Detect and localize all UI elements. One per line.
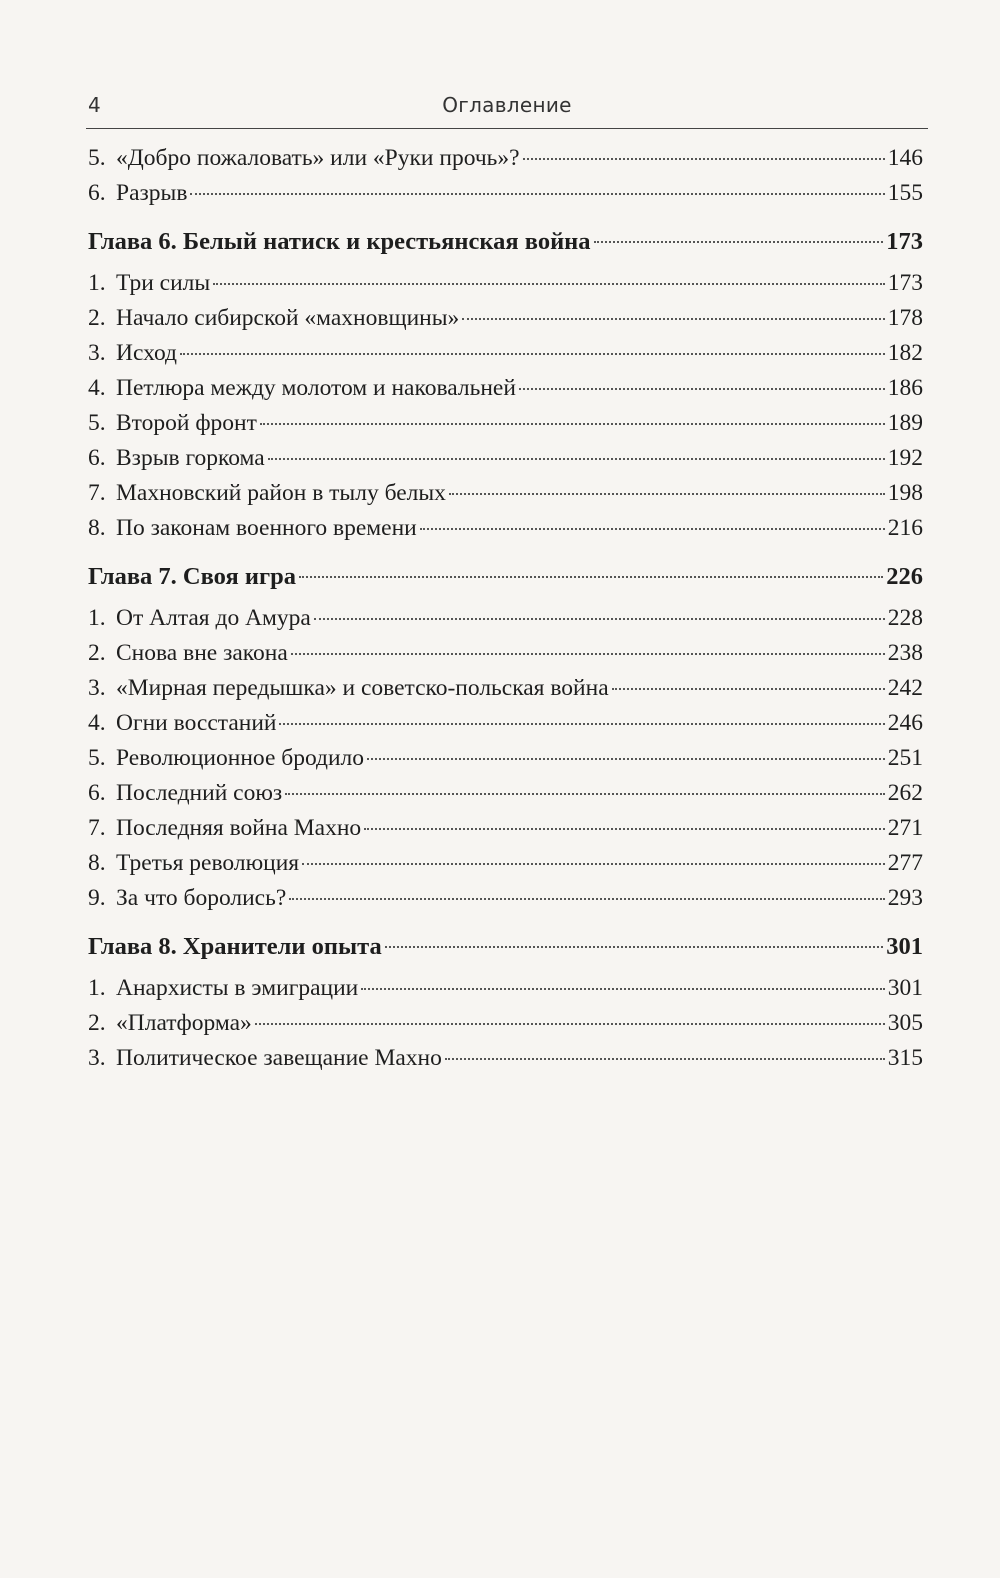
dot-leader (268, 458, 885, 460)
toc-entry-number: 3. (88, 340, 106, 366)
dot-leader (523, 158, 885, 160)
toc-entry-number: 6. (88, 780, 106, 806)
toc-section-entry (88, 881, 923, 916)
dot-leader (180, 353, 885, 355)
toc-section-entry (88, 176, 923, 211)
toc-entry-page: 178 (887, 305, 923, 331)
toc-entry-number: 1. (88, 605, 106, 631)
toc-entry-number: 5. (88, 410, 106, 436)
toc-entry-title: Глава 8. Хранители опыта (88, 933, 382, 960)
toc-section-entry (88, 741, 923, 776)
table-of-contents (88, 141, 923, 1076)
dot-leader (285, 793, 885, 795)
dot-leader (594, 241, 884, 243)
toc-entry-title: «Платформа» (116, 1010, 252, 1036)
toc-entry-page: 301 (887, 975, 923, 1001)
toc-entry-title: Революционное бродило (116, 745, 365, 771)
toc-entry-page: 251 (887, 745, 923, 771)
toc-entry-title: За что боролись? (116, 885, 287, 911)
dot-leader (190, 193, 884, 195)
toc-entry-number: 1. (88, 270, 106, 296)
toc-section-entry (88, 971, 923, 1006)
toc-section-entry (88, 371, 923, 406)
dot-leader (420, 528, 885, 530)
toc-entry-number: 4. (88, 375, 106, 401)
toc-entry-title: Исход (116, 340, 177, 366)
toc-entry-page: 305 (887, 1010, 923, 1036)
toc-section-entry (88, 301, 923, 336)
toc-entry-page: 262 (887, 780, 923, 806)
toc-entry-number: 5. (88, 145, 106, 171)
toc-entry-page: 246 (887, 710, 923, 736)
toc-entry-title: Третья революция (116, 850, 300, 876)
toc-entry-title: Последний союз (116, 780, 283, 806)
toc-entry-title: По законам военного времени (116, 515, 417, 541)
toc-entry-title: «Добро пожаловать» или «Руки прочь»? (116, 145, 520, 171)
toc-chapter-entry (88, 218, 923, 266)
toc-entry-page: 301 (886, 933, 923, 960)
dot-leader (314, 618, 885, 620)
page-number: 4 (88, 93, 101, 117)
toc-entry-page: 198 (887, 480, 923, 506)
toc-chapter-entry (88, 923, 923, 971)
toc-entry-title: Взрыв горкома (116, 445, 265, 471)
toc-section-entry (88, 336, 923, 371)
dot-leader (255, 1023, 885, 1025)
toc-entry-page: 173 (886, 228, 923, 255)
toc-section-entry (88, 1041, 923, 1076)
toc-entry-number: 9. (88, 885, 106, 911)
toc-entry-number: 3. (88, 1045, 106, 1071)
toc-entry-number: 8. (88, 515, 106, 541)
toc-entry-page: 192 (887, 445, 923, 471)
toc-entry-title: «Мирная передышка» и советско-польская война (116, 675, 609, 701)
toc-entry-title: Снова вне закона (116, 640, 288, 666)
dot-leader (385, 946, 884, 948)
toc-entry-page: 186 (887, 375, 923, 401)
dot-leader (449, 493, 885, 495)
toc-section-entry (88, 1006, 923, 1041)
dot-leader (299, 576, 883, 578)
toc-section-entry (88, 476, 923, 511)
dot-leader (213, 283, 885, 285)
toc-entry-title: Анархисты в эмиграции (116, 975, 359, 1001)
toc-entry-number: 3. (88, 675, 106, 701)
toc-entry-title: Петлюра между молотом и наковальней (116, 375, 516, 401)
dot-leader (260, 423, 885, 425)
dot-leader (367, 758, 885, 760)
toc-entry-page: 182 (887, 340, 923, 366)
toc-section-entry (88, 636, 923, 671)
toc-entry-page: 155 (887, 180, 923, 206)
toc-section-entry (88, 671, 923, 706)
toc-entry-number: 4. (88, 710, 106, 736)
toc-chapter-entry (88, 553, 923, 601)
toc-entry-number: 6. (88, 445, 106, 471)
toc-entry-title: Политическое завещание Махно (116, 1045, 442, 1071)
dot-leader (291, 653, 885, 655)
toc-entry-page: 228 (887, 605, 923, 631)
toc-entry-number: 7. (88, 480, 106, 506)
dot-leader (462, 318, 884, 320)
toc-entry-title: Глава 6. Белый натиск и крестьянская война (88, 228, 591, 255)
toc-section-entry (88, 846, 923, 881)
toc-entry-title: Махновский район в тылу белых (116, 480, 446, 506)
toc-section-entry (88, 811, 923, 846)
toc-entry-title: Три силы (116, 270, 211, 296)
dot-leader (289, 898, 884, 900)
toc-section-entry (88, 266, 923, 301)
toc-section-entry (88, 601, 923, 636)
toc-entry-title: Последняя война Махно (116, 815, 362, 841)
toc-section-entry (88, 776, 923, 811)
toc-section-entry (88, 141, 923, 176)
dot-leader (302, 863, 885, 865)
dot-leader (445, 1058, 885, 1060)
toc-entry-page: 146 (887, 145, 923, 171)
dot-leader (361, 988, 884, 990)
toc-entry-number: 2. (88, 1010, 106, 1036)
toc-entry-title: Начало сибирской «махновщины» (116, 305, 460, 331)
running-title: Оглавление (442, 93, 572, 117)
dot-leader (364, 828, 885, 830)
toc-section-entry (88, 706, 923, 741)
toc-entry-number: 1. (88, 975, 106, 1001)
toc-entry-page: 293 (887, 885, 923, 911)
toc-entry-title: Второй фронт (116, 410, 257, 436)
toc-entry-title: Огни восстаний (116, 710, 277, 736)
toc-entry-page: 277 (887, 850, 923, 876)
toc-section-entry (88, 511, 923, 546)
dot-leader (612, 688, 885, 690)
toc-entry-title: Разрыв (116, 180, 188, 206)
toc-entry-page: 189 (887, 410, 923, 436)
toc-entry-page: 315 (887, 1045, 923, 1071)
dot-leader (519, 388, 885, 390)
toc-section-entry (88, 406, 923, 441)
toc-entry-number: 2. (88, 305, 106, 331)
toc-entry-number: 8. (88, 850, 106, 876)
toc-entry-title: Глава 7. Своя игра (88, 563, 296, 590)
toc-entry-number: 6. (88, 180, 106, 206)
toc-entry-number: 7. (88, 815, 106, 841)
running-header (86, 88, 928, 129)
toc-entry-page: 242 (887, 675, 923, 701)
toc-entry-page: 226 (886, 563, 923, 590)
toc-entry-page: 238 (887, 640, 923, 666)
dot-leader (279, 723, 884, 725)
toc-entry-page: 216 (887, 515, 923, 541)
toc-entry-number: 2. (88, 640, 106, 666)
toc-entry-number: 5. (88, 745, 106, 771)
toc-section-entry (88, 441, 923, 476)
toc-entry-page: 173 (887, 270, 923, 296)
toc-entry-title: От Алтая до Амура (116, 605, 311, 631)
toc-entry-page: 271 (887, 815, 923, 841)
